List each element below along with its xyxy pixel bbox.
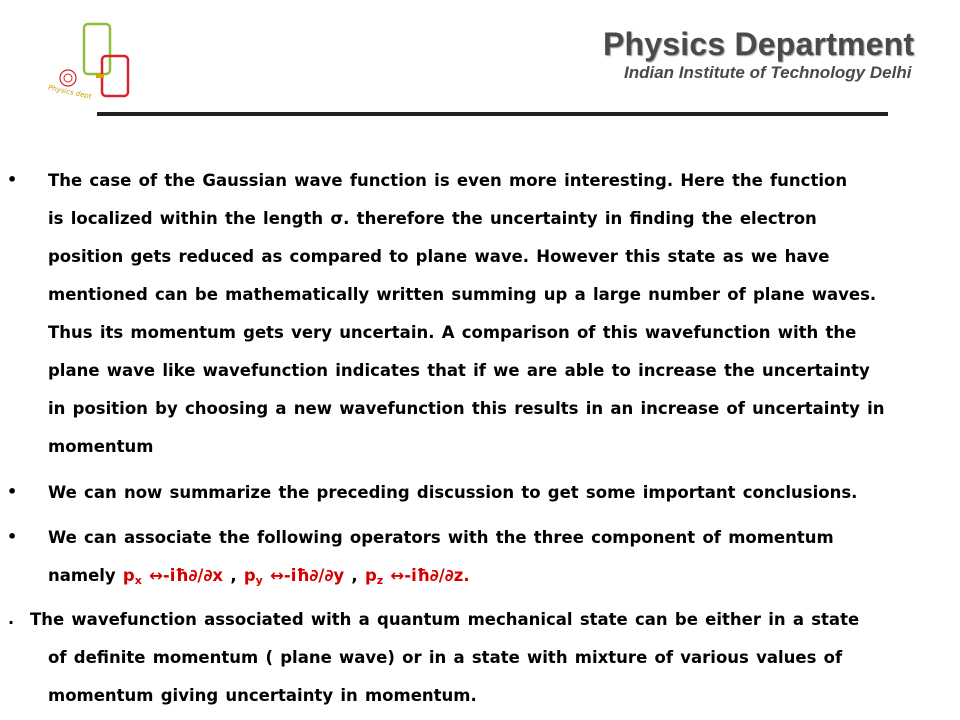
pz-operator: $p_z$ ↔-iħ∂/∂z. [364,566,470,587]
px-operator: $p_x$ ↔-iħ∂/∂x [122,566,224,587]
bullet-4-line-2: of definite momentum ( plane wave) or in a state with mixture of various values of [48,648,843,667]
bullet-1-line-5: Thus its momentum gets very uncertain. A comparison of this wavefunction with the [48,323,857,342]
bullet-marker: . [8,609,15,628]
bullet-4-line-3: momentum giving uncertainty in momentum. [48,686,477,705]
department-title: Physics Department [603,26,915,62]
py-operator: $p_y$ ↔-iħ∂/∂y [243,566,345,587]
bullet-1-line-8: momentum [48,437,154,456]
bullet-1-line-1: The case of the Gaussian wave function is even more interesting. Here the function [48,171,848,190]
physics-dept-logo [40,20,140,104]
bullet-1-line-4: mentioned can be mathematically written summing up a large number of plane waves. [48,285,877,304]
bullet-marker: • [7,527,18,546]
bullet-1-line-3: position gets reduced as compared to plane wave. However this state as we have [48,247,830,266]
bullet-marker: • [7,482,18,501]
bullet-1-line-7: in position by choosing a new wavefunction this results in an increase of uncertainty in [48,399,885,418]
bullet-marker: • [7,170,18,189]
bullet-1-line-6: plane wave like wavefunction indicates that if we are able to increase the uncertainty [48,361,870,380]
bullet-1-line-2: is localized within the length σ. therefore the uncertainty in finding the electron [48,209,817,228]
logo-text: Physics dept [47,83,93,101]
momentum-operators-line: namely $p_x$ ↔-iħ∂/∂x , $p_y$ ↔-iħ∂/∂y , $p_z$ ↔-iħ∂/∂z. [48,566,470,587]
bullet-3-line-1: We can associate the following operators with the three component of momentum [48,528,834,547]
operators-prefix: namely [48,566,123,585]
institute-subtitle: Indian Institute of Technology Delhi [624,63,912,82]
header-divider [97,112,888,116]
bullet-2-line-1: We can now summarize the preceding discussion to get some important conclusions. [48,483,858,502]
bullet-4-line-1: The wavefunction associated with a quantum mechanical state can be either in a state [30,610,860,629]
